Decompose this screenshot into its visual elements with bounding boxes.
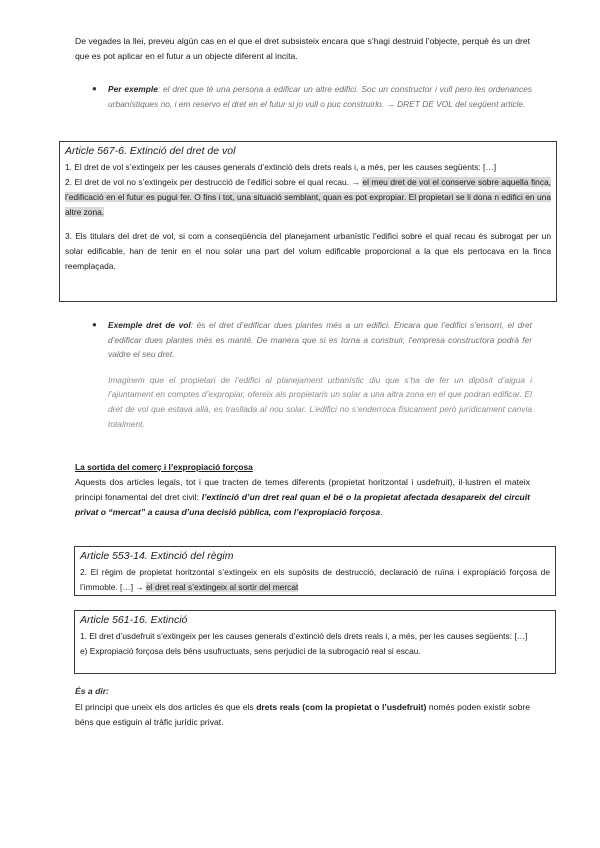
article-paragraph-2: 2. El dret de vol no s’extingeix per destrucció de l’edifici sobre el qual recau. → el meu dret de vol el conserve sobre aquella finca, l’edificació en el futur es pugui fer. O fins i tot, una situació semblant, quan es pot expropiar. El propietari se li dona n edifici en una altre zona.	[65, 177, 551, 217]
article-title: Article 561-16. Extinció	[80, 614, 188, 626]
section-paragraph: Aquests dos articles legals, tot i que tracten de temes diferents (propietat horitzontal i usdefruit), il·lustren el mateix principi fonamental del dret civil: l’extinció d’un dret real quan el bé o la propietat afectada desapareix del circuit privat o “mercat” a causa d’una decisió pública, com l’expropiació forçosa.	[75, 477, 530, 518]
article-title: Article 567-6. Extinció del dret de vol	[65, 145, 236, 157]
conclusion-paragraph: El principi que uneix els dos articles és que els drets reals (com la propietat o l’usdefruit) només poden existir sobre béns que estiguin al tràfic jurídic privat.	[75, 702, 530, 728]
bullet-dot-icon: ●	[92, 84, 97, 93]
article-title: Article 553-14. Extinció del règim	[80, 550, 234, 562]
article-553-14-box	[74, 546, 556, 596]
bullet-example-1	[92, 82, 532, 111]
article-paragraph-1: 1. El dret d’usdefruit s’extingeix per les causes generals d’extinció dels drets reals i, a més, per les causes següents: […]	[80, 631, 528, 641]
bullet-example-2	[92, 318, 532, 431]
article-paragraph: 2. El règim de propietat horitzontal s’extingeix en els supòsits de destrucció, declaració de ruïna i expropiació forçosa de l’immoble. […] → el dret real s’extingeix al sortir del mercat	[80, 567, 550, 592]
article-561-16-box	[74, 610, 556, 674]
article-paragraph-3: 3. Els titulars del dret de vol, si com a conseqüència del planejament urbanístic l’edifici sobre el qual recau és subrogat per un solar edificable, han de tenir en el nou solar una part del volum edificable proporcional a la que els pertocava en la finca reemplaçada.	[65, 231, 551, 271]
article-paragraph-2: e) Expropiació forçosa dels béns usufructuats, sens perjudici de la subrogació real si escau.	[80, 646, 421, 656]
bullet-text: Exemple dret de vol: és el dret d’edificar dues plantes més a un edifici. Encara que l’edifici s’ensorri, el dret d’edificar dues plantes més es manté. De manera que si es torna a construir, l’empresa constructora podrà fer valdre el seu dret.	[108, 320, 532, 360]
conclusion-label: És a dir:	[75, 686, 109, 696]
highlighted-note: el meu dret de vol el conserve sobre aquella finca, l’edificació en el futur es pugui fer. O fins i tot, una situació semblant, quan es pot expropiar. El propietari se li dona n edifici en una altre zona.	[65, 177, 551, 217]
article-paragraph-1: 1. El dret de vol s’extingeix per les causes generals d’extinció dels drets reals i, a més, per les causes següents: […]	[65, 162, 497, 172]
intro-paragraph: De vegades la llei, preveu algún cas en el que el dret subsisteix encara que s’hagi destruid l’objecte, perquè és un dret que es pot aplicar en el futur a un objecte diferent al incita.	[75, 36, 530, 62]
highlighted-note: el dret real s’extingeix al sortir del mercat	[146, 582, 299, 592]
article-567-6-box	[59, 141, 557, 302]
section-heading: La sortida del comerç i l’expropiació forçosa	[75, 462, 253, 472]
bullet-text: Per exemple: el dret que té una persona a edificar un altre edifici. Soc un constructor i vull pero les ordenances urbanístiques no, i em reservo el dret en el futur si jo vull o puc construirlo. → DRET DE VOL del següent article.	[108, 84, 532, 109]
bullet-text-continued: Imaginem que el propietari de l’edifici al planejament urbanístic diu que s’ha de fer un dipòsit d’aigua i l’ajuntament en comptes d’expropiar, ofereix als propietaris un solar a una altra zona en el que podran edificar. El dret de vol que estava allà, es trasllada al nou solar. L’edifici no s’enderroca físicament però jurídicament canvia totalment.	[108, 374, 532, 429]
bullet-dot-icon: ●	[92, 320, 97, 329]
